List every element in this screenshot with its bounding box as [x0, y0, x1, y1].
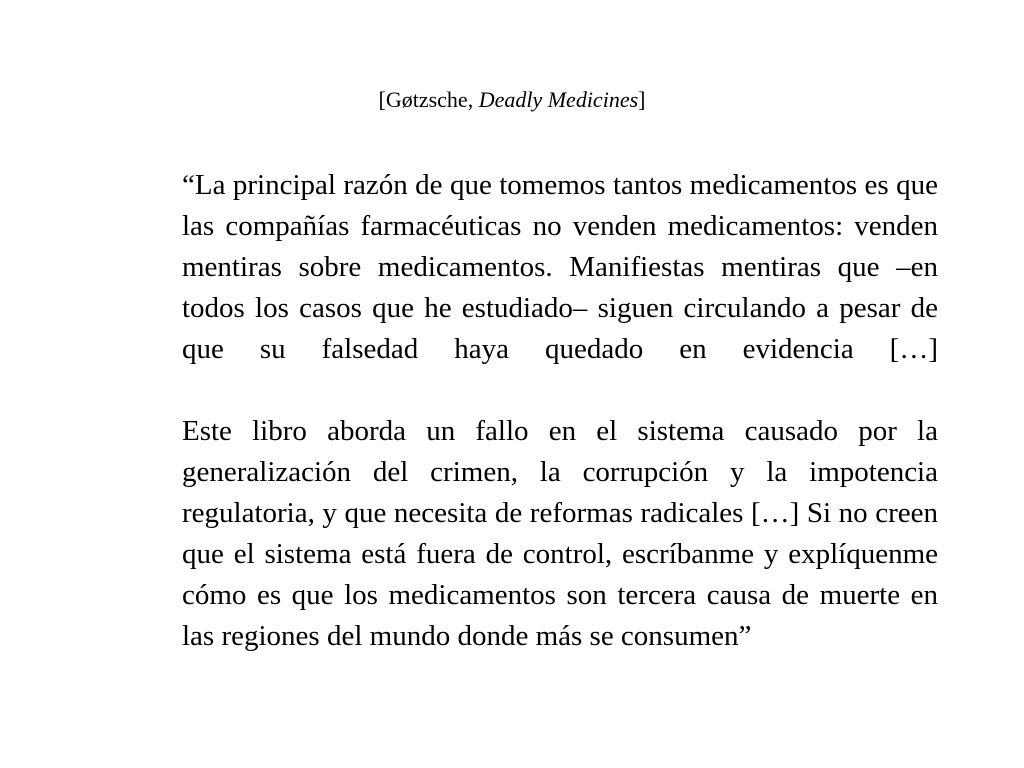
quote-paragraph-1: “La principal razón de que tomemos tantos medicamentos es que las compañías farmacéuticas no venden medicamentos: venden mentiras sobre medicamentos. Manifiestas mentiras que –en todos los casos que he estudiado– siguen circulando a pesar de que su falsedad haya quedado en evidencia […]: [182, 169, 938, 365]
citation-book-title: Deadly Medicines: [478, 87, 639, 112]
citation-open-bracket: [: [378, 87, 386, 112]
citation-close-bracket: ]: [638, 87, 646, 112]
quote-block: [182, 165, 938, 657]
citation-author: Gøtzsche,: [385, 87, 479, 112]
source-citation: [0, 86, 1024, 114]
quote-paragraph-2: Este libro aborda un fallo en el sistema causado por la generalización del crimen, la corrupción y la impotencia regulatoria, y que necesita de reformas radicales […] Si no creen que el sistema está fuera de control, escríbanme y explíquenme cómo es que los medicamentos son tercera causa de muerte en las regiones del mundo donde más se consumen”: [182, 415, 938, 652]
